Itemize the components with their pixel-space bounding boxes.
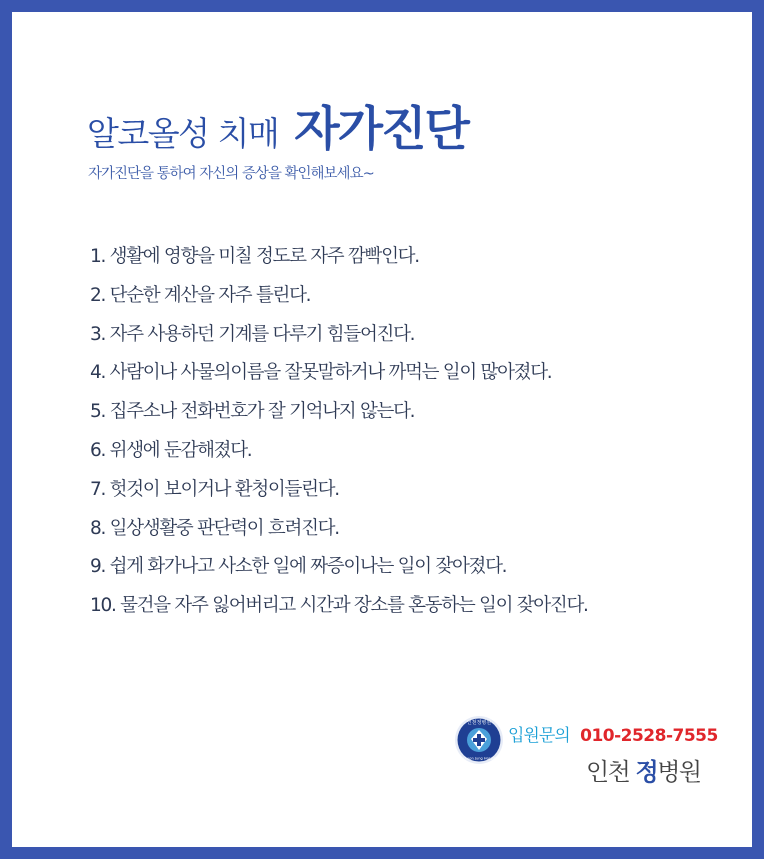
checklist-item: 7. 헛것이 보이거나 환청이들린다. [90, 478, 339, 500]
content-card [12, 12, 752, 847]
checklist-item: 10. 물건을 자주 잃어버리고 시간과 장소를 혼동하는 일이 잦아진다. [90, 595, 588, 617]
title-bold: 자가진단 [294, 102, 468, 157]
hospital-emblem-icon [454, 715, 504, 765]
checklist-item: 4. 사람이나 사물의이름을 잘못말하거나 까먹는 일이 많아졌다. [90, 362, 552, 384]
checklist-item: 2. 단순한 계산을 자주 틀린다. [90, 284, 311, 306]
inquiry-line [508, 721, 718, 746]
inquiry-phone[interactable]: 010-2528-7555 [580, 726, 718, 746]
page-title [87, 92, 468, 159]
checklist-item: 8. 일상생활중 판단력이 흐려진다. [90, 517, 339, 539]
page-subtitle: 자가진단을 통하여 자신의 증상을 확인해보세요~ [88, 166, 374, 182]
checklist [90, 238, 588, 626]
checklist-item: 1. 생활에 영향을 미칠 정도로 자주 깜빡인다. [90, 246, 419, 267]
hospital-name [586, 752, 701, 787]
logo-top-text: 인천정병원 [466, 720, 492, 726]
checklist-item: 6. 위생에 둔감해졌다. [90, 439, 252, 461]
hospital-name-suffix: 병원 [657, 758, 701, 786]
logo-bottom-text: Incheon Jung Hospital [459, 756, 499, 761]
hospital-name-highlight: 정 [635, 758, 658, 786]
checklist-item: 9. 쉽게 화가나고 사소한 일에 짜증이나는 일이 잦아졌다. [90, 556, 507, 578]
hospital-name-prefix: 인천 [586, 758, 636, 786]
checklist-item: 5. 집주소나 전화번호가 잘 기억나지 않는다. [90, 401, 415, 423]
title-light: 알코올성 치매 [87, 114, 279, 153]
inquiry-label: 입원문의 [508, 726, 570, 746]
checklist-item: 3. 자주 사용하던 기계를 다루기 힘들어진다. [90, 323, 415, 345]
